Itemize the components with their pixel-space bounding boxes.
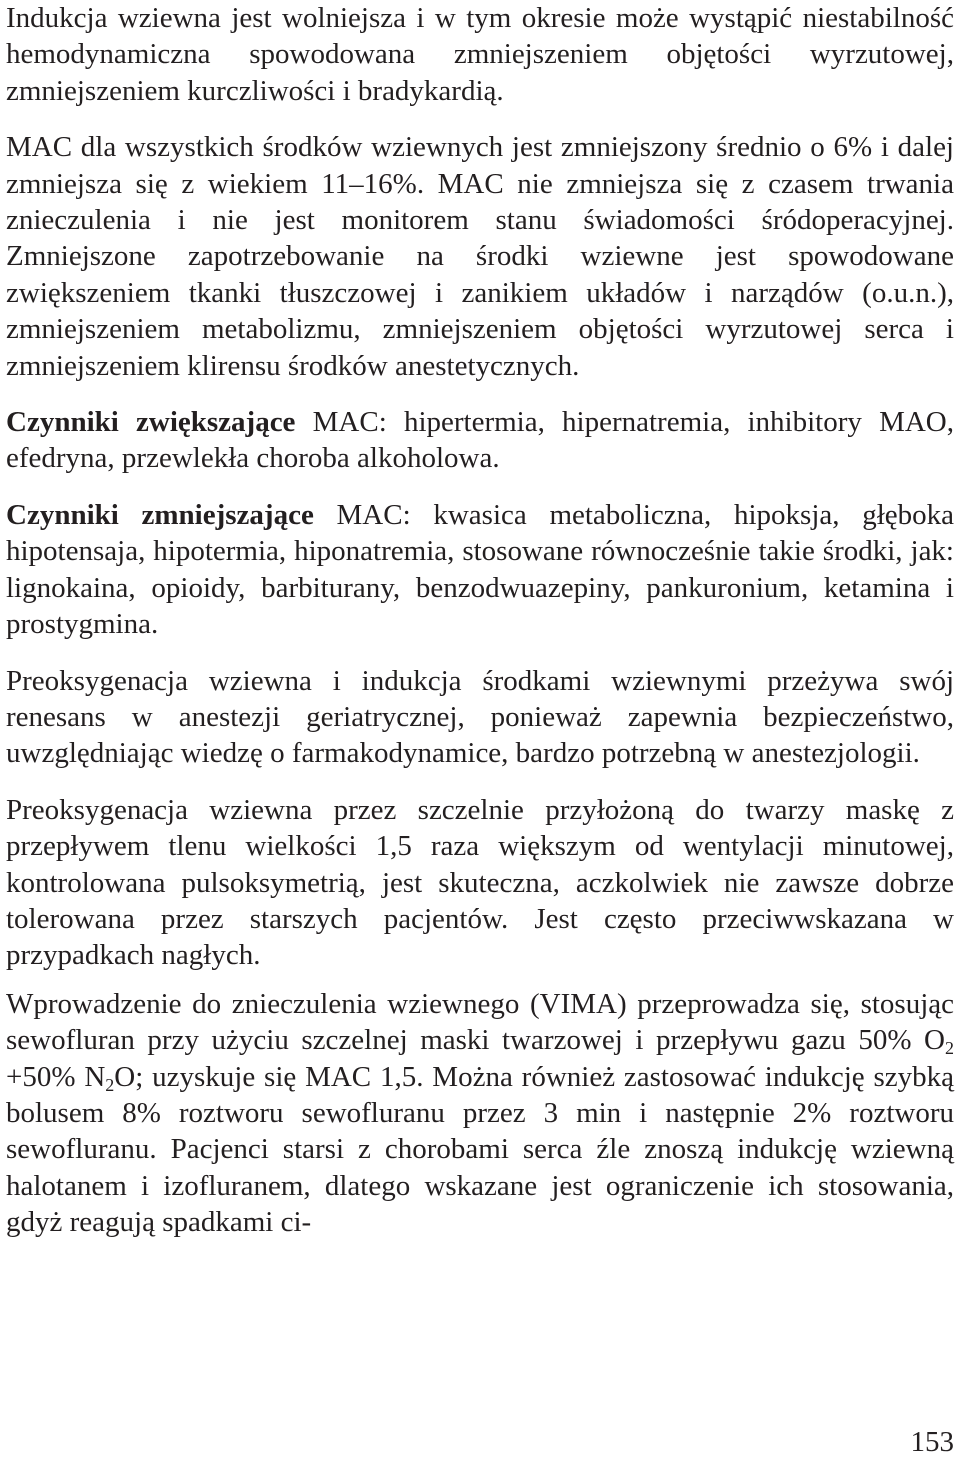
- decreasing-factors-heading: Czynniki zmniejszające: [6, 498, 314, 531]
- paragraph-preoxygenation-renaissance: Preoksygenacja wziewna i indukcja środkami wziewnymi przeżywa swój renesans w anestezji geriatrycznej, ponieważ zapewnia bezpieczeństwo, uwzględniając wiedzę o farmakodynamice, bardzo potrzebną w anestezjologii.: [6, 664, 954, 770]
- page-number: 153: [910, 1426, 954, 1458]
- page-body: [6, 0, 954, 1241]
- paragraph-increasing-factors: [6, 404, 954, 477]
- increasing-factors-text: MAC: hipertermia, hipernatremia, inhibitory MAO, efedryna, przewlekła choroba alkoholowa.: [6, 406, 954, 475]
- paragraph-vima: [6, 986, 954, 1241]
- oxygen-subscript: 2: [945, 1038, 954, 1059]
- vima-text-a: Wprowadzenie do znieczulenia wziewnego (VIMA) przeprowadza się, stosując sewofluran przy użyciu szczelnej maski twarzowej i przepływu gazu 50% O: [6, 987, 954, 1057]
- paragraph-induction: Indukcja wziewna jest wolniejsza i w tym okresie może wystąpić niestabilność hemodynamiczna spowodowana zmniejszeniem objętości wyrzutowej, zmniejszeniem kurczliwości i bradykardią.: [6, 2, 954, 107]
- nitrous-subscript: 2: [105, 1074, 115, 1095]
- increasing-factors-heading: Czynniki zwiększające: [6, 406, 296, 439]
- paragraph-preoxygenation-mask: Preoksygenacja wziewna przez szczelnie przyłożoną do twarzy maskę z przepływem tlenu wielkości 1,5 raza większym od wentylacji minutowej, kontrolowana pulsoksymetrią, jest skuteczna, aczkolwiek nie zawsze dobrze tolerowana przez starszych pacjentów. Jest często przeciwwskazana w przypadkach nagłych.: [6, 793, 954, 972]
- paragraph-decreasing-factors: [6, 497, 954, 643]
- decreasing-factors-text: MAC: kwasica metaboliczna, hipoksja, głęboka hipotensaja, hipotermia, hiponatremia, stosowane równocześnie takie środki, jak: lignokaina, opioidy, barbiturany, benzodwuazepiny, pankuronium, ketamina i prostygmina.: [6, 498, 955, 641]
- vima-text-b: +50% N: [6, 1060, 106, 1093]
- paragraph-mac-age: MAC dla wszystkich środków wziewnych jest zmniejszony średnio o 6% i dalej zmniejsza się z wiekiem 11–16%. MAC nie zmniejsza się z czasem trwania znieczulenia i nie jest monitorem stanu świadomości śródoperacyjnej. Zmniejszone zapotrzebowanie na środki wziewne jest spowodowane zwiększeniem tkanki tłuszczowej i zanikiem układów i narządów (o.u.n.), zmniejszeniem metabolizmu, zmniejszeniem objętości wyrzutowej serca i zmniejszeniem klirensu środków anestetycznych.: [6, 131, 954, 382]
- vima-text-c: O; uzyskuje się MAC 1,5. Można również zastosować indukcję szybką bolusem 8% roztworu sewofluranu przez 3 min i następnie 2% roztworu sewofluranu. Pacjenci starsi z chorobami serca źle znoszą indukcję wziewną halotanem i izofluranem, dlatego wskazane jest ograniczenie ich stosowania, gdyż reagują spadkami ci-: [6, 1060, 954, 1239]
